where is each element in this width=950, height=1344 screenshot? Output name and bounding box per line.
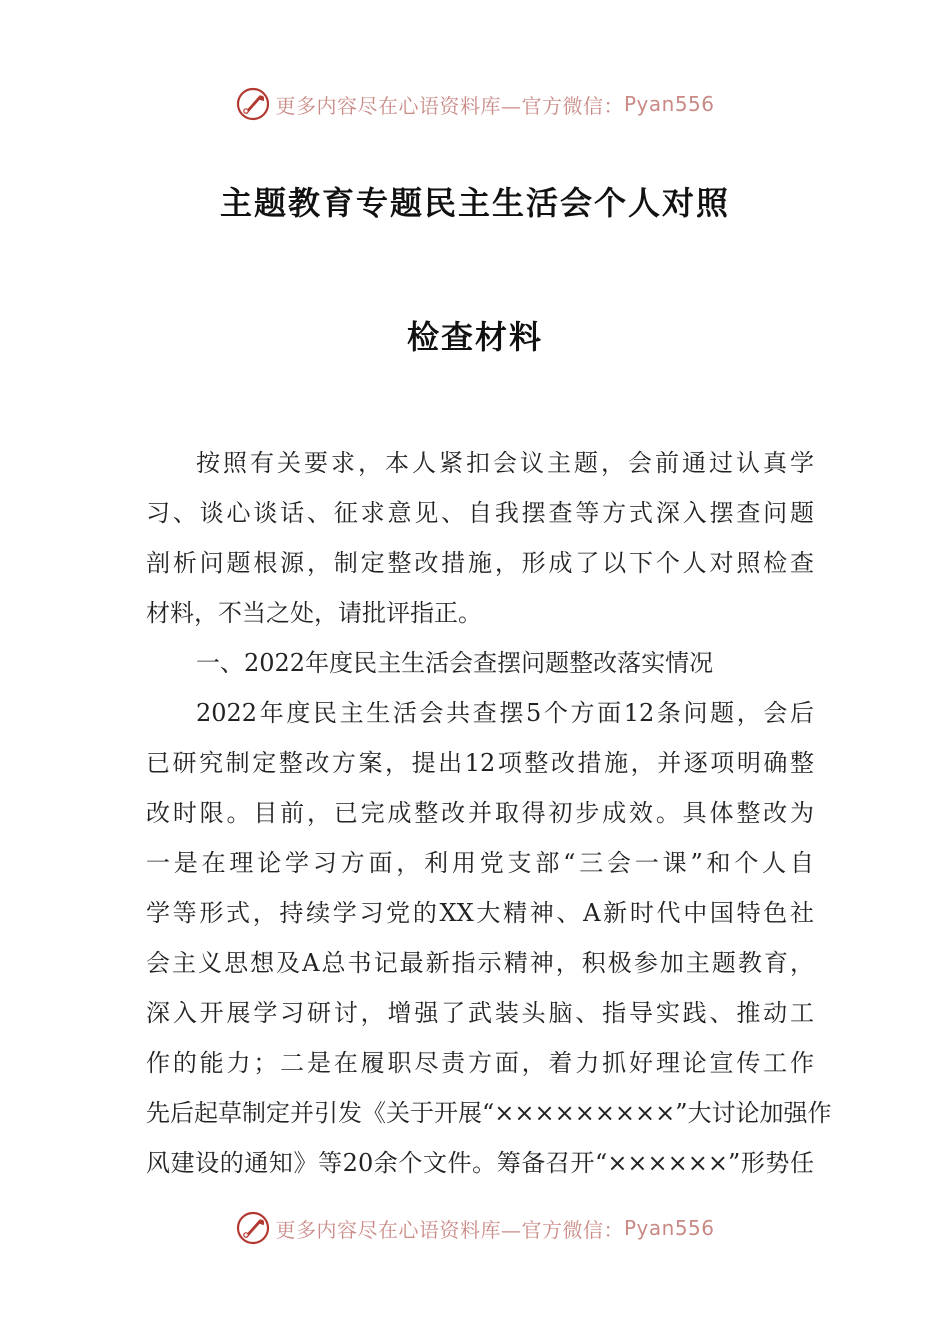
document-title-line2: 检查材料: [406, 318, 543, 356]
banner-text: 更多内容尽在心语资料库—官方微信：: [275, 93, 624, 118]
body-line: 先后起草制定并引发《关于开展“×××××××××”大讨论加强作: [146, 1099, 832, 1127]
body-line: 2022年度民主生活会共查摆5个方面12条问题，会后: [196, 699, 814, 727]
banner-wechat-id: Pyan556: [623, 92, 715, 116]
header-watermark-banner: [0, 84, 950, 124]
document-body: [146, 438, 832, 1188]
body-line: 深入开展学习研讨，增强了武装头脑、指导实践、推动工: [146, 999, 814, 1027]
document-title-line1: 主题教育专题民主生活会个人对照: [219, 184, 730, 222]
footer-watermark-banner: [0, 1208, 950, 1248]
body-line: 会主义思想及A总书记最新指示精神，积极参加主题教育，: [146, 949, 814, 977]
body-line: 风建设的通知》等20余个文件。筹备召开“××××××”形势任: [146, 1149, 814, 1177]
body-line: 改时限。目前，已完成整改并取得初步成效。具体整改为: [146, 799, 814, 827]
body-line: 习、谈心谈话、征求意见、自我摆查等方式深入摆查问题: [146, 499, 814, 527]
body-line: 材料，不当之处，请批评指正。: [146, 599, 482, 627]
body-line: 学等形式，持续学习党的XX大精神、A新时代中国特色社: [146, 899, 814, 927]
banner-wechat-id: Pyan556: [623, 1216, 715, 1240]
body-line: 一是在理论学习方面，利用党支部“三会一课”和个人自: [146, 849, 814, 877]
quill-logo-icon: [235, 86, 271, 122]
banner-text: 更多内容尽在心语资料库—官方微信：: [275, 1217, 624, 1242]
body-line: 作的能力；二是在履职尽责方面，着力抓好理论宣传工作: [146, 1049, 814, 1077]
body-line: 已研究制定整改方案，提出12项整改措施，并逐项明确整: [146, 749, 814, 777]
body-line: 剖析问题根源，制定整改措施，形成了以下个人对照检查: [146, 549, 814, 577]
section-heading: 一、2022年度民主生活会查摆问题整改落实情况: [196, 649, 714, 677]
quill-logo-icon: [235, 1210, 271, 1246]
body-line: 按照有关要求，本人紧扣会议主题，会前通过认真学: [196, 449, 814, 477]
